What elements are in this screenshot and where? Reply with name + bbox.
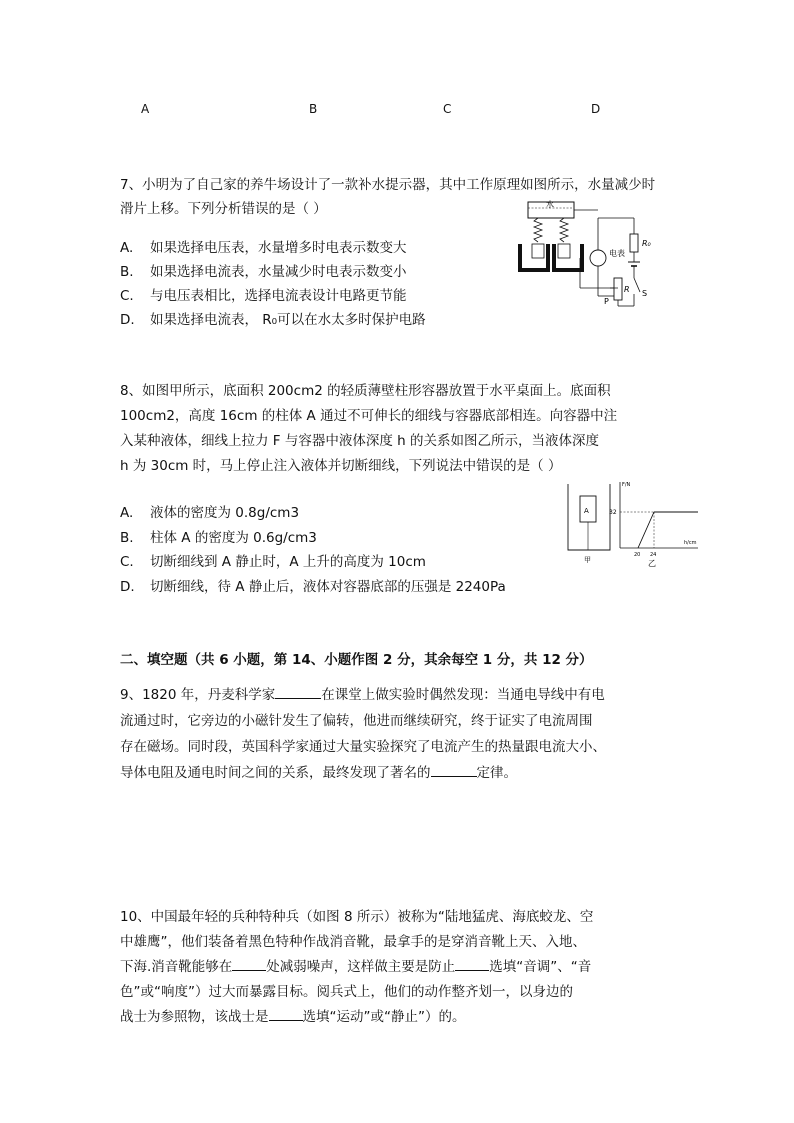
x-axis-label: h/cm: [684, 540, 697, 546]
q9-text: 定律。: [476, 765, 517, 781]
choice-label: C.: [120, 554, 134, 570]
q9-text: 在课堂上做实验时偶然发现：当通电导线中有电: [321, 687, 605, 703]
option-letter-d: D: [591, 102, 601, 116]
q7-choice-c: [120, 284, 407, 304]
choice-text: 与电压表相比，选择电流表设计电路更节能: [150, 288, 407, 304]
q10-text: 选填“运动”或“静止”）的。: [302, 1009, 466, 1025]
q10-line-2: 中雄鹰”，他们装备着黑色特种作战消音靴，最拿手的是穿消音靴上天、入地、: [120, 934, 586, 950]
q8-choice-d: [120, 575, 506, 595]
q10-line-1: 10、中国最年轻的兵种特种兵（如图 8 所示）被称为“陆地猛虎、海底蛟龙、空: [120, 909, 594, 925]
choice-label: C.: [120, 288, 134, 304]
p-label: P: [604, 297, 609, 306]
choice-label: B.: [120, 264, 134, 280]
choice-text: 液体的密度为 0.8g/cm3: [150, 505, 300, 521]
q10-text: 下海.消音靴能够在: [120, 959, 233, 975]
s-label: S: [642, 289, 648, 298]
y-axis-label: F/N: [622, 482, 631, 488]
choice-text: 柱体 A 的密度为 0.6g/cm3: [150, 530, 317, 546]
choice-text: 切断细线，待 A 静止后，液体对容器底部的压强是 2240Pa: [150, 579, 506, 595]
q10-line-5: [120, 1004, 465, 1030]
water-label: 水: [546, 200, 554, 209]
q8-stem-line-1: 8、如图甲所示，底面积 200cm2 的轻质薄壁柱形容器放置于水平桌面上。底面积: [120, 383, 611, 399]
q7-circuit-figure: [518, 196, 668, 312]
choice-label: A.: [120, 505, 134, 521]
x-tick-label-2: 24: [650, 552, 657, 558]
rheostat-r: [614, 278, 622, 300]
choice-label: B.: [120, 530, 134, 546]
yi-label: 乙: [648, 559, 656, 568]
q7-choice-b: [120, 260, 407, 280]
q9-blank-2[interactable]: [431, 762, 477, 777]
choice-text: 如果选择电流表，水量减少时电表示数变小: [150, 264, 407, 280]
section-2-heading: 二、填空题（共 6 小题，第 14、小题作图 2 分，其余每空 1 分，共 12 分）: [120, 652, 593, 668]
q9-line-1: [120, 682, 605, 708]
q9-line-4: [120, 760, 517, 786]
q8-choice-a: [120, 501, 299, 521]
meter-symbol: [590, 250, 606, 266]
r-label: R: [624, 285, 630, 294]
switch-s: [634, 278, 640, 292]
q10-line-3: [120, 954, 591, 980]
choice-label: D.: [120, 579, 135, 595]
weight-left: [532, 244, 544, 258]
q9-text: 导体电阻及通电时间之间的关系，最终发现了著名的: [120, 765, 431, 781]
q8-stem-line-3: 入某种液体，细线上拉力 F 与容器中液体深度 h 的关系如图乙所示，当液体深度: [120, 433, 599, 449]
choice-text: 如果选择电压表，水量增多时电表示数变大: [150, 240, 407, 256]
q8-stem-line-2: 100cm2，高度 16cm 的柱体 A 通过不可伸长的细线与容器底部相连。向容器中注: [120, 408, 618, 424]
meter-label: 电表: [609, 249, 625, 258]
container-jia: [568, 484, 610, 550]
q7-choice-a: [120, 236, 407, 256]
q9-line-3: 存在磁场。同时段，英国科学家通过大量实验探究了电流产生的热量跟电流大小、: [120, 739, 606, 755]
q9-text: 9、1820 年，丹麦科学家: [120, 687, 276, 703]
q9-blank-1[interactable]: [275, 684, 321, 699]
q10-blank-2[interactable]: [455, 956, 489, 971]
choice-label: D.: [120, 312, 135, 328]
q10-text: 处减弱噪声，这样做主要是防止: [266, 959, 456, 975]
q7-stem-line-1: 7、小明为了自己家的养牛场设计了一款补水提示器，其中工作原理如图所示，水量减少时: [120, 177, 656, 193]
option-letter-c: C: [443, 102, 452, 116]
choice-label: A.: [120, 240, 134, 256]
jia-label: 甲: [584, 556, 591, 564]
q10-blank-3[interactable]: [269, 1006, 303, 1021]
q10-line-4: 色”或“响度”）过大而暴露目标。阅兵式上，他们的动作整齐划一，以身边的: [120, 984, 573, 1000]
q8-stem-line-4: h 为 30cm 时，马上停止注入液体并切断细线，下列说法中错误的是（ ）: [120, 458, 562, 474]
q10-text: 选填“音调”、“音: [489, 959, 592, 975]
choice-text: 如果选择电流表， R₀可以在水太多时保护电路: [150, 312, 426, 328]
x-tick-label-1: 20: [634, 552, 641, 558]
q10-text: 战士为参照物，该战士是: [120, 1009, 269, 1025]
q8-figure: [560, 480, 710, 570]
resistor-r0: [630, 234, 638, 252]
choice-text: 切断细线到 A 静止时，A 上升的高度为 10cm: [150, 554, 426, 570]
option-letter-a: A: [141, 102, 150, 116]
block-a-label: A: [584, 507, 589, 515]
spring-right: [560, 218, 568, 242]
y-tick-label: 32: [609, 509, 617, 516]
q10-blank-1[interactable]: [232, 956, 266, 971]
q7-stem-line-2: 滑片上移。下列分析错误的是（ ）: [120, 201, 327, 217]
weight-right: [558, 244, 570, 258]
q8-choice-b: [120, 526, 317, 546]
q8-choice-c: [120, 550, 426, 570]
spring-left: [534, 218, 542, 242]
r0-label: R₀: [642, 239, 651, 248]
force-line-rising: [638, 512, 654, 548]
q9-line-2: 流通过时，它旁边的小磁针发生了偏转，他进而继续研究，终于证实了电流周围: [120, 713, 593, 729]
q7-choice-d: [120, 308, 426, 328]
option-letter-b: B: [309, 102, 318, 116]
